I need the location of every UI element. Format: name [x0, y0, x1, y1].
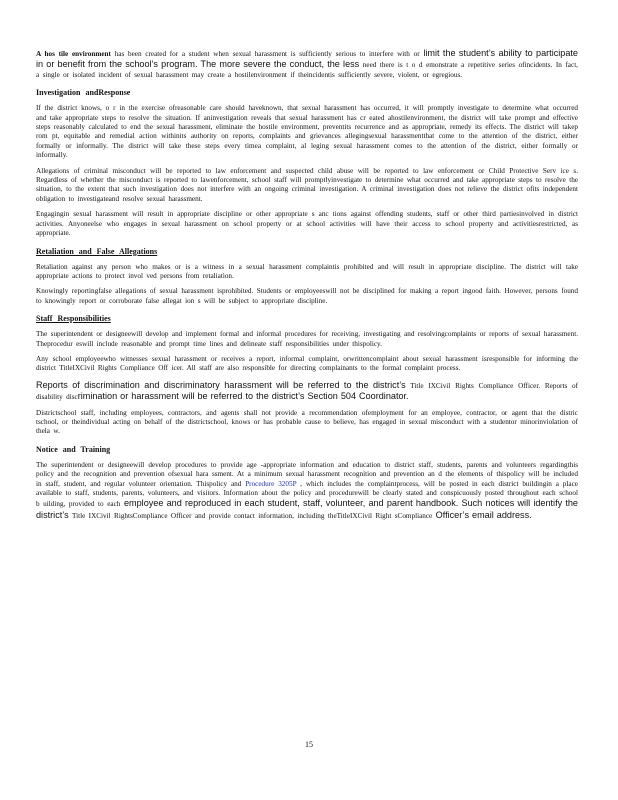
procedure-link[interactable]: Procedure 3205P	[245, 479, 297, 488]
staff-paragraph-1: The superintendent or designeewill develop and implement formal and informal procedures for receiving, investigating and resolvingcomplaints or reports of sexual harassment. Theprocedur eswill include reasonable and prompt time lines and delineate staff responsibilities under thispolicy.	[36, 330, 578, 348]
retaliation-paragraph-1: Retaliation against any person who makes or is a witness in a sexual harassment complaintis prohibited and will result in appropriate discipline. The district will take appropriate actions to protect invol ved persons from retaliation.	[36, 262, 578, 280]
document-page	[36, 48, 578, 527]
page-number: 15	[305, 740, 313, 749]
staff-p3-big-2: rimination or harassment will be referred to the district’s Section 504 Coordinator.	[77, 391, 409, 402]
intro-text-big: limit the student’s ability to participate in or benefit from the school’s program. The more severe the conduct, the less	[36, 48, 578, 70]
staff-paragraph-3	[36, 380, 578, 403]
investigation-heading: Investigation andResponse	[36, 88, 131, 98]
staff-p3-big-1: Reports of discrimination and discriminatory harassment will be referred to the district’s	[36, 379, 406, 390]
retaliation-heading: Retaliation and False Allegations	[36, 246, 158, 256]
notice-paragraph	[36, 461, 578, 521]
staff-p3-text: Title IXCivil Rights Compliance Officer. Reports of disability disc	[36, 381, 578, 402]
staff-paragraph-4: Districtschool staff, including employees, contractors, and agents shall not provide a recommendation ofemployment for an employee, contractor, or agent that the distric tschool, or theindividual acting on behalf of the districtschool, knows or has probable cause to believe, has engaged in sexual misconduct with a studentor minorinviolation of thela w.	[36, 408, 578, 436]
notice-text-b: , which includes the complaintprocess, will be posted in each district buildingin a place available to staff, students, parents, volunteers, and visitors. Information about the policy and procedurewill be clearly stated and conspicuously posted throughout each school b uilding, provided to each	[36, 479, 578, 509]
staff-paragraph-2: Any school employeewho witnesses sexual harassment or receives a report, informal complaint, orwrittencomplaint about sexual harassment isresponsible for informing the district TitleIXCivil Rights Compliance Off icer. All staff are also responsible for directing complainants to the formal complaint process.	[36, 354, 578, 373]
investigation-paragraph-1: If the district knows, o r in the exercise ofreasonable care should haveknown, that sexual harassment has occurred, it will promptly investigate to determine what occurred and take appropriate steps to resolve the situation. If aninvestigation reveals that sexual harassment has cr eated ahostilenvironment, the district will take prompt and effective steps reasonably calculated to end the sexual harassment, eliminate the hostile environment, preventits recurrence and as appropriate, remedy its effects. The district will takep rom pt, equitable and remedial action withinits authority on reports, complaints and grievances allegingsexual harassmentthat come to the attention of the district, either formally or informally. The district will take these steps every timea complaint, al leging sexual harassment comes to the attention of the district, either formally or informally.	[36, 104, 578, 160]
hostile-environment-term: A hos tile environment	[36, 50, 111, 58]
intro-paragraph	[36, 48, 578, 80]
investigation-paragraph-2: Allegations of criminal misconduct will be reported to law enforcement and suspected child abuse will be reported to law enforcement or Child Protective Serv ice s. Regardless of whether the misconduct is reported to lawenforcement, school staff will promptlyinvestigate to determine what occurred and take appropriate steps to resolve the situation, to the extent that such investigation does not interfere with an ongoing criminal investigation. A criminal investigation does not relieve the district ofits independent obligation to investigateand resolve sexual harassment.	[36, 166, 578, 203]
notice-text-a: The superintendent or designeewill develop procedures to provide age -appropriate information and education to district staff, students, parents and volunteers regardingthis policy and the recognition and prevention ofsexual hara ssment. At a minimum sexual harassment recognition and prevention an d the elements of thispolicy will be included in staff, student, and regular volunteer orientation. Thispolicy and	[36, 460, 578, 488]
investigation-paragraph-3: Engagingin sexual harassment will result in appropriate discipline or other appropriate s anc tions against offending students, staff or other third partiesinvolved in district activities. Anyoneelse who engages in sexual harassment on school property or at school activities will have their access to school property and activitiesrestricted, as appropriate.	[36, 210, 578, 238]
intro-text-b: need there is t o d emonstrate a repetitive series ofincidents. In fact, a single or isolated incident of sexual harassment may create a hostilenvironment if theincidentis sufficiently severe, violent, or egregious.	[36, 61, 578, 79]
staff-heading: Staff Responsibilities	[36, 314, 111, 324]
notice-text-big-2: Officer’s email address.	[435, 509, 532, 520]
intro-text-a: has been created for a student when sexual harassment is sufficiently serious to interfere with or	[110, 50, 424, 58]
notice-text-c: Title IXCivil RightsCompliance Officer and provide contact information, including theTitleIXCivil Right sCompliance	[68, 511, 436, 520]
notice-text-big-1: employee and reproduced in each student, staff, volunteer, and parent handbook. Such notices will identify the district’s	[36, 498, 578, 520]
notice-heading: Notice and Training	[36, 444, 111, 454]
retaliation-paragraph-2: Knowingly reportingfalse allegations of sexual harassment isprohibited. Students or employeeswill not be disciplined for making a report ingood faith. However, persons found to knowingly report or corroborate false allegat ion s will be subject to appropriate discipline.	[36, 287, 578, 305]
